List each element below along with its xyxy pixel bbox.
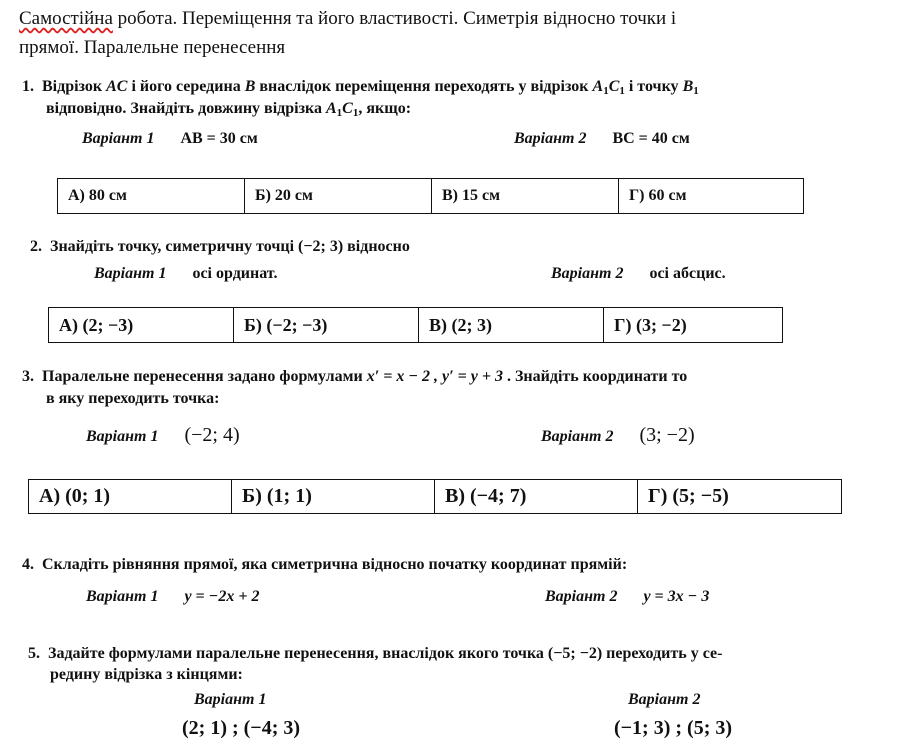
c-letter: C xyxy=(608,78,620,95)
task-2-text: Знайдіть точку, симетричну точці (−2; 3) відносно xyxy=(50,238,410,255)
task-5-text-b: редину відрізка з кінцями: xyxy=(50,666,243,683)
title-misspelled-word: Самостійна xyxy=(19,8,113,29)
task-5-number: 5. xyxy=(28,645,40,662)
task-2-line-1 xyxy=(30,238,410,256)
worksheet-title xyxy=(19,4,879,62)
task-1-text-c: внаслідок переміщення переходять у відрізок xyxy=(255,78,593,95)
variant-label: Варіант 1 xyxy=(94,265,167,282)
variant-label: Варіант 1 xyxy=(86,428,159,445)
subscript-1: 1 xyxy=(603,85,609,97)
answer-option-a[interactable]: А) (0; 1) xyxy=(29,480,232,514)
answer-option-b[interactable]: Б) 20 см xyxy=(245,179,432,214)
subscript-1: 1 xyxy=(336,107,343,119)
task-4-text: Складіть рівняння прямої, яка симетрична відносно початку координат прямій: xyxy=(42,556,628,573)
task-3-variant-1 xyxy=(86,424,240,447)
task-2-number: 2. xyxy=(30,238,42,255)
variant-value: (−2; 4) xyxy=(184,424,240,446)
variant-value: осі ординат. xyxy=(192,265,278,282)
variant-value: y = −2x + 2 xyxy=(184,588,260,605)
variant-label: Варіант 2 xyxy=(514,130,587,147)
task-3-line-2 xyxy=(46,390,219,408)
variant-value: y = 3x − 3 xyxy=(643,588,710,605)
task-2-variant-2 xyxy=(551,265,726,283)
variant-label: Варіант 1 xyxy=(86,588,159,605)
task-4-number: 4. xyxy=(22,556,34,573)
task-1-segment-ac: AC xyxy=(106,78,128,95)
answer-option-g[interactable]: Г) 60 см xyxy=(619,179,804,214)
c-letter: C xyxy=(342,100,353,117)
task-1-text-d: і точку xyxy=(624,78,683,95)
task-2-answer-table xyxy=(48,307,783,343)
answer-option-v[interactable]: В) 15 см xyxy=(432,179,619,214)
task-4-variant-2 xyxy=(545,588,709,606)
b-letter: B xyxy=(682,78,694,95)
task-1-line-1 xyxy=(22,78,699,97)
task-1-number: 1. xyxy=(22,78,34,95)
task-3-line-1 xyxy=(22,368,687,386)
answer-option-a[interactable]: А) (2; −3) xyxy=(49,308,234,343)
answer-option-v[interactable]: В) (2; 3) xyxy=(419,308,604,343)
task-5-variant-2-value: (−1; 3) ; (5; 3) xyxy=(614,717,733,739)
subscript-1: 1 xyxy=(352,107,359,119)
task-1-segment-a1c1 xyxy=(593,78,625,95)
task-3-answer-table xyxy=(28,479,842,514)
task-3-variant-2 xyxy=(541,424,695,447)
title-line-1: робота. Переміщення та його властивості. Симетрія відносно точки і xyxy=(112,8,677,29)
task-1-variant-2 xyxy=(514,130,690,148)
task-3-formula: x′ = x − 2 , y′ = y + 3 xyxy=(366,368,503,385)
task-1-point-b: B xyxy=(244,78,256,95)
task-4-line-1 xyxy=(22,556,627,574)
task-5-variant-1-value: (2; 1) ; (−4; 3) xyxy=(182,717,301,739)
task-1-line-2 xyxy=(46,100,411,119)
subscript-1: 1 xyxy=(619,85,625,97)
answer-option-g[interactable]: Г) (3; −2) xyxy=(604,308,783,343)
answer-option-a[interactable]: А) 80 см xyxy=(58,179,245,214)
variant-label: Варіант 2 xyxy=(541,428,614,445)
task-1-answer-table xyxy=(57,178,804,214)
answer-option-b[interactable]: Б) (−2; −3) xyxy=(234,308,419,343)
variant-label: Варіант 2 xyxy=(551,265,624,282)
variant-value: AB = 30 см xyxy=(180,130,258,147)
task-1-text-a: Відрізок xyxy=(42,78,107,95)
task-1-text-b: і його середина xyxy=(127,78,245,95)
task-3-text-b: . Знайдіть координати то xyxy=(502,368,688,385)
variant-label: Варіант 1 xyxy=(82,130,155,147)
task-5-line-1 xyxy=(28,645,722,663)
variant-value: осі абсцис. xyxy=(649,265,726,282)
variant-value: BC = 40 см xyxy=(612,130,690,147)
answer-option-v[interactable]: В) (−4; 7) xyxy=(435,480,638,514)
task-3-text-c: в яку переходить точка: xyxy=(46,390,220,407)
task-5-line-2 xyxy=(50,666,243,684)
a-letter: A xyxy=(325,100,337,117)
variant-label: Варіант 2 xyxy=(545,588,618,605)
task-5-variant-2-label: Варіант 2 xyxy=(628,691,701,708)
variant-value: (3; −2) xyxy=(639,424,695,446)
task-3-number: 3. xyxy=(22,368,34,385)
task-1-text-e: відповідно. Знайдіть довжину відрізка xyxy=(46,100,326,117)
task-1-text-f: , якщо: xyxy=(358,100,412,117)
task-1-variant-1 xyxy=(82,130,258,148)
task-5-variant-1-label: Варіант 1 xyxy=(194,691,267,708)
subscript-1: 1 xyxy=(693,85,699,97)
task-4-variant-1 xyxy=(86,588,259,606)
answer-option-g[interactable]: Г) (5; −5) xyxy=(638,480,842,514)
task-1-segment-a1c1-2 xyxy=(326,100,358,117)
task-3-text-a: Паралельне перенесення задано формулами xyxy=(42,368,367,385)
a-letter: A xyxy=(592,78,604,95)
task-5-text-a: Задайте формулами паралельне перенесення, внаслідок якого точка (−5; −2) переходить у се- xyxy=(48,645,723,662)
answer-option-b[interactable]: Б) (1; 1) xyxy=(232,480,435,514)
title-line-2: прямої. Паралельне перенесення xyxy=(19,37,286,58)
task-1-point-b1 xyxy=(683,78,699,95)
task-2-variant-1 xyxy=(94,265,277,283)
